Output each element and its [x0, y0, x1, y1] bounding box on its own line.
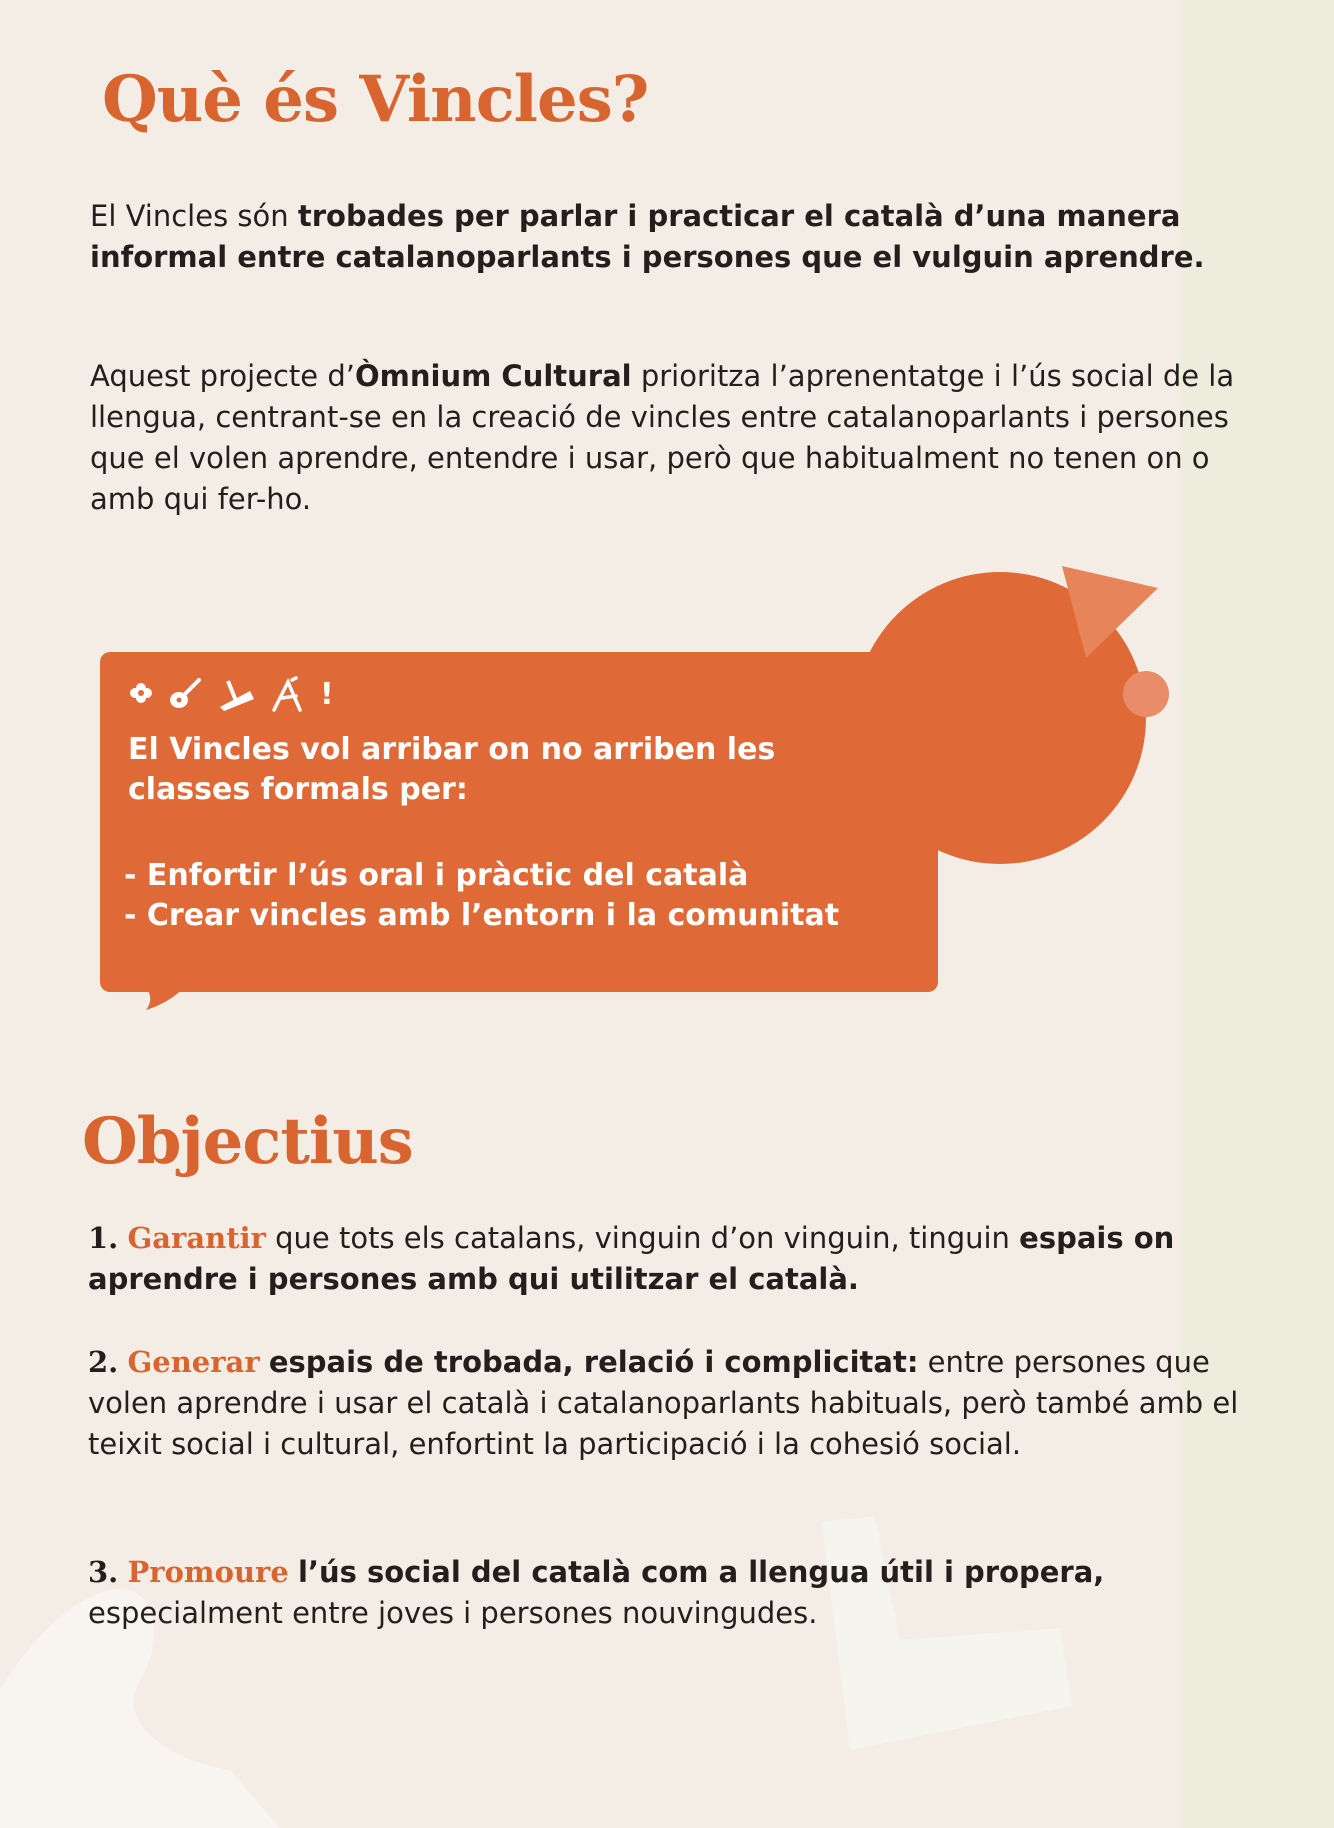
callout-tail [140, 980, 190, 1010]
objective-item-1: 1. Garantir que tots els catalans, vinguin d’on vinguin, tinguin espais on aprendre i persones amb qui utilitzar el català. [88, 1221, 1175, 1296]
objective-item-3: 3. Promoure l’ús social del català com a llengua útil i propera, especialment entre joves i persones nouvingudes. [88, 1555, 1105, 1630]
flower-icon [128, 679, 154, 709]
dancer-icon [270, 676, 306, 712]
page-title: Què és Vincles? [102, 62, 649, 137]
intro-paragraph-2: Aquest projecte d’Òmnium Cultural prioritza l’aprenentatge i l’ús social de la llengua, centrant-se en la creació de vincles entre catalanoparlants i persones que el volen aprendre, entendre i usar, però que habitualment no tenen on o amb qui fer-ho. [90, 359, 1235, 516]
callout-list [124, 856, 839, 936]
callout-lead: El Vincles vol arribar on no arriben les classes formals per: [128, 732, 776, 807]
objective-item-2: 2. Generar espais de trobada, relació i complicitat: entre persones que volen aprendre i usar el català i catalanoparlants habituals, però també amb el teixit social i cultural, enfortint la participació i la cohesió social. [88, 1345, 1239, 1461]
exclamation-icon: ! [320, 676, 334, 712]
callout-list-item: - Crear vincles amb l’entorn i la comunitat [124, 898, 840, 933]
intro-paragraph-1: El Vincles són trobades per parlar i practicar el català d’una manera informal entre catalanoparlants i persones que el vulguin aprendre. [90, 199, 1205, 274]
objectives-title: Objectius [82, 1104, 413, 1179]
callout-icons [128, 672, 334, 716]
intro-bold-text: trobades per parlar i practicar el català d’una manera informal entre catalanoparlants i persones que el vulguin aprendre. [90, 199, 1205, 274]
callout-list-item: - Enfortir l’ús oral i pràctic del català [124, 858, 749, 893]
objective-verb: Generar [127, 1345, 260, 1379]
objective-verb: Promoure [127, 1555, 289, 1589]
omnium-name: Òmnium Cultural [355, 359, 632, 393]
objective-verb: Garantir [127, 1221, 266, 1255]
trombone-icon [216, 677, 256, 711]
guitar-icon [168, 677, 202, 711]
